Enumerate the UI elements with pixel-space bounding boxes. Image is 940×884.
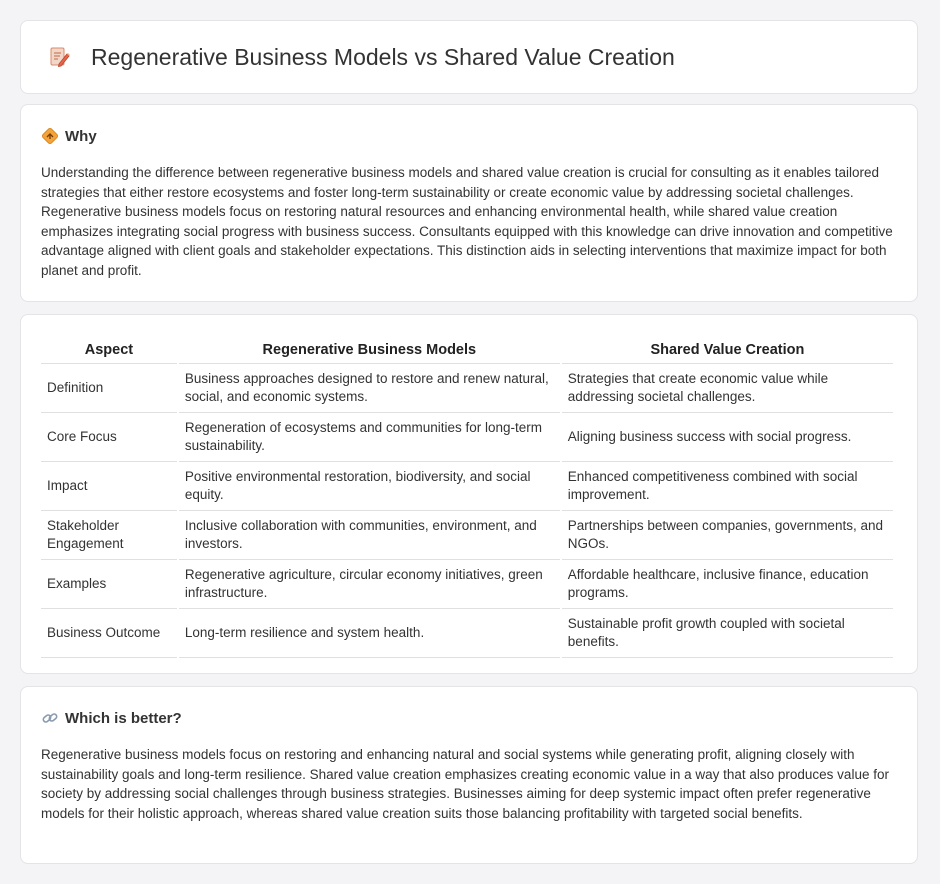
why-text: Understanding the difference between regenerative business models and shared value creation is crucial for consulting as it enables tailored strategies that either restore ecosystems and foster long-term sustainability or create economic value by addressing societal challenges. Regenerative business models focus on restoring natural resources and enhancing environmental health, while shared value creation emphasizes integrating social progress with business success. Consultants equipped with this knowledge can drive innovation and competitive advantage aligned with client goals and stakeholder expectations. This distinction aids in selecting interventions that maximize impact for both planet and profit. <box>41 165 893 278</box>
cell-shared-value: Sustainable profit growth coupled with societal benefits. <box>562 609 893 658</box>
comparison-table-card <box>20 314 918 674</box>
table-row <box>41 609 893 658</box>
why-heading-label: Why <box>65 127 97 145</box>
header-card <box>20 20 918 94</box>
better-text: Regenerative business models focus on restoring and enhancing natural and social systems while generating profit, aligning closely with sustainability goals and long-term resilience. Shared value creation emphasizes creating economic value in a way that also produces value for society by addressing social challenges through business strategies. Businesses aiming for deep systemic impact often prefer regenerative models for their holistic approach, whereas shared value creation suits those balancing profitability with targeted social benefits. <box>41 747 889 821</box>
page-title: Regenerative Business Models vs Shared Value Creation <box>91 43 675 70</box>
cell-shared-value: Aligning business success with social progress. <box>562 413 893 462</box>
table-row <box>41 364 893 413</box>
cell-shared-value: Partnerships between companies, governments, and NGOs. <box>562 511 893 560</box>
comparison-table <box>39 331 895 658</box>
cell-aspect: Impact <box>41 462 177 511</box>
column-header-regenerative: Regenerative Business Models <box>179 331 560 364</box>
column-header-aspect: Aspect <box>41 331 177 364</box>
table-row <box>41 511 893 560</box>
column-header-shared-value: Shared Value Creation <box>562 331 893 364</box>
table-row <box>41 413 893 462</box>
why-heading <box>41 127 897 145</box>
document-pencil-icon <box>47 45 71 69</box>
cell-regenerative: Business approaches designed to restore and renew natural, social, and economic systems. <box>179 364 560 413</box>
table-row <box>41 462 893 511</box>
cell-aspect: Business Outcome <box>41 609 177 658</box>
table-row <box>41 560 893 609</box>
cell-regenerative: Regenerative agriculture, circular economy initiatives, green infrastructure. <box>179 560 560 609</box>
cell-regenerative: Inclusive collaboration with communities, environment, and investors. <box>179 511 560 560</box>
diamond-sign-icon <box>41 127 59 145</box>
cell-aspect: Definition <box>41 364 177 413</box>
cell-shared-value: Enhanced competitiveness combined with social improvement. <box>562 462 893 511</box>
which-is-better-section <box>20 686 918 864</box>
why-section <box>20 104 918 302</box>
cell-shared-value: Strategies that create economic value while addressing societal challenges. <box>562 364 893 413</box>
cell-regenerative: Regeneration of ecosystems and communities for long-term sustainability. <box>179 413 560 462</box>
cell-shared-value: Affordable healthcare, inclusive finance, education programs. <box>562 560 893 609</box>
link-icon <box>41 709 59 727</box>
cell-regenerative: Long-term resilience and system health. <box>179 609 560 658</box>
cell-aspect: Examples <box>41 560 177 609</box>
cell-aspect: Core Focus <box>41 413 177 462</box>
better-heading <box>41 709 897 727</box>
cell-regenerative: Positive environmental restoration, biodiversity, and social equity. <box>179 462 560 511</box>
cell-aspect: Stakeholder Engagement <box>41 511 177 560</box>
better-heading-label: Which is better? <box>65 709 182 727</box>
table-header-row <box>41 331 893 364</box>
